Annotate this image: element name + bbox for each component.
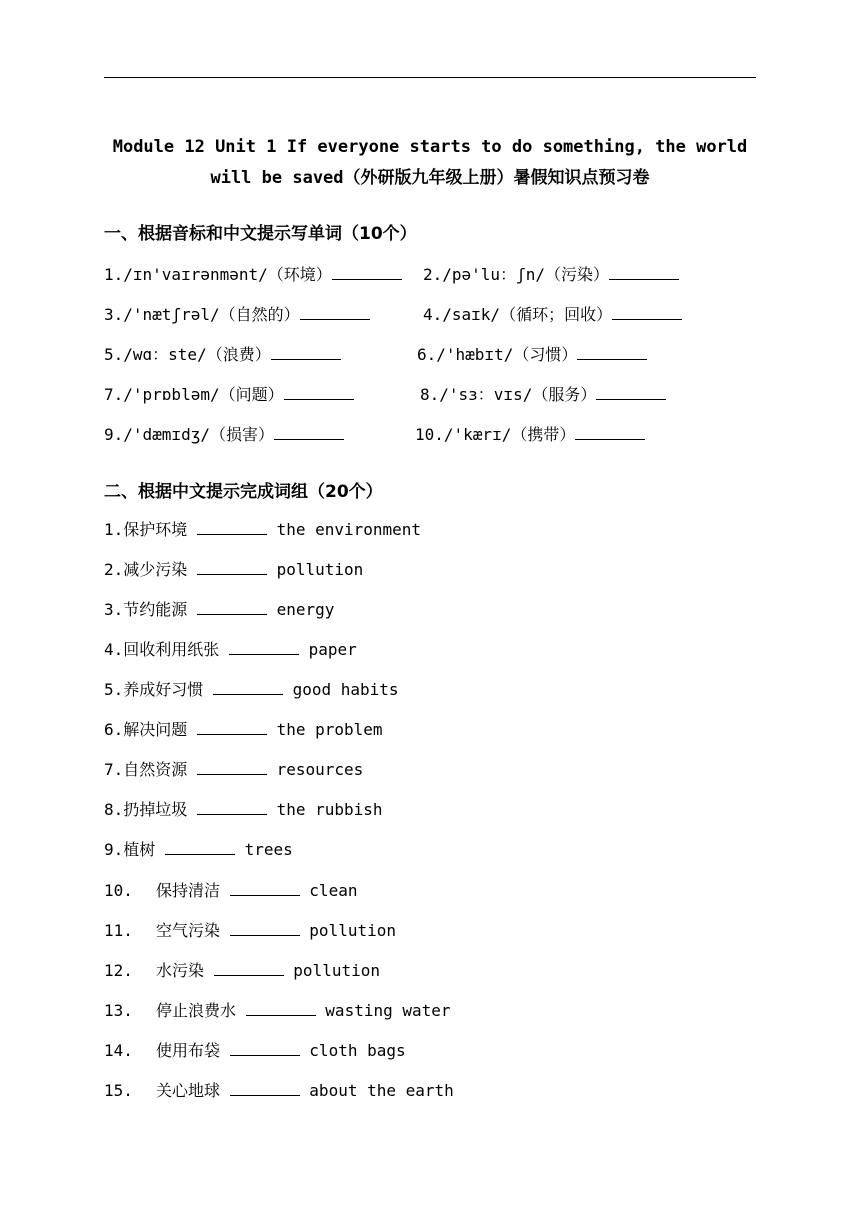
- vocab-item: 9./'dæmɪdʒ/（损害）: [104, 422, 344, 445]
- answer-blank[interactable]: [230, 1041, 300, 1056]
- section-1-heading: 一、根据音标和中文提示写单词（10个）: [104, 224, 417, 244]
- answer-blank[interactable]: [230, 1081, 300, 1096]
- phrase-item: 7.自然资源 resources: [104, 760, 364, 779]
- phrase-item: 12. 水污染 pollution: [104, 961, 380, 980]
- answer-blank[interactable]: [596, 385, 666, 400]
- answer-blank[interactable]: [165, 840, 235, 855]
- answer-blank[interactable]: [230, 881, 300, 896]
- phrase-item: 11. 空气污染 pollution: [104, 921, 396, 940]
- vocab-item: 5./wɑ：ste/（浪费）: [104, 342, 341, 365]
- section-2-heading: 二、根据中文提示完成词组（20个）: [104, 482, 383, 502]
- answer-blank[interactable]: [575, 425, 645, 440]
- answer-blank[interactable]: [197, 560, 267, 575]
- vocab-item: 10./'kærɪ/（携带）: [415, 422, 645, 445]
- vocab-item: 7./'prɒbləm/（问题）: [104, 382, 354, 405]
- answer-blank[interactable]: [300, 305, 370, 320]
- answer-blank[interactable]: [271, 345, 341, 360]
- phrase-item: 4.回收利用纸张 paper: [104, 640, 357, 659]
- phrase-item: 15. 关心地球 about the earth: [104, 1081, 454, 1100]
- answer-blank[interactable]: [197, 600, 267, 615]
- phrase-item: 9.植树 trees: [104, 840, 293, 859]
- answer-blank[interactable]: [246, 1001, 316, 1016]
- vocab-item: 2./pə'lu：ʃn/（污染）: [423, 262, 679, 285]
- phrase-item: 2.减少污染 pollution: [104, 560, 364, 579]
- document-title: [104, 132, 756, 194]
- title-line-1: Module 12 Unit 1 If everyone starts to do something, the world: [112, 137, 748, 157]
- phrase-item: 6.解决问题 the problem: [104, 720, 383, 739]
- phrase-item: 5.养成好习惯 good habits: [104, 680, 399, 699]
- answer-blank[interactable]: [213, 680, 283, 695]
- phrase-item: 13. 停止浪费水 wasting water: [104, 1001, 451, 1020]
- header-rule: [104, 77, 756, 78]
- answer-blank[interactable]: [197, 800, 267, 815]
- answer-blank[interactable]: [332, 265, 402, 280]
- phrase-item: 1.保护环境 the environment: [104, 520, 422, 539]
- title-line-2: will be saved（外研版九年级上册）暑假知识点预习卷: [210, 168, 650, 188]
- answer-blank[interactable]: [284, 385, 354, 400]
- phrase-item: 10. 保持清洁 clean: [104, 881, 358, 900]
- vocab-item: 1./ɪn'vaɪrənmənt/（环境）: [104, 262, 402, 285]
- phrase-item: 14. 使用布袋 cloth bags: [104, 1041, 406, 1060]
- answer-blank[interactable]: [214, 961, 284, 976]
- answer-blank[interactable]: [229, 640, 299, 655]
- answer-blank[interactable]: [197, 520, 267, 535]
- vocab-item: 3./'nætʃrəl/（自然的）: [104, 302, 370, 325]
- answer-blank[interactable]: [274, 425, 344, 440]
- vocab-item: 8./'sɜ：vɪs/（服务）: [420, 382, 666, 405]
- answer-blank[interactable]: [197, 760, 267, 775]
- phrase-item: 8.扔掉垃圾 the rubbish: [104, 800, 383, 819]
- phrase-item: 3.节约能源 energy: [104, 600, 335, 619]
- answer-blank[interactable]: [609, 265, 679, 280]
- answer-blank[interactable]: [197, 720, 267, 735]
- answer-blank[interactable]: [577, 345, 647, 360]
- vocab-item: 4./saɪk/（循环；回收）: [423, 302, 682, 325]
- vocab-item: 6./'hæbɪt/（习惯）: [417, 342, 647, 365]
- answer-blank[interactable]: [230, 921, 300, 936]
- answer-blank[interactable]: [612, 305, 682, 320]
